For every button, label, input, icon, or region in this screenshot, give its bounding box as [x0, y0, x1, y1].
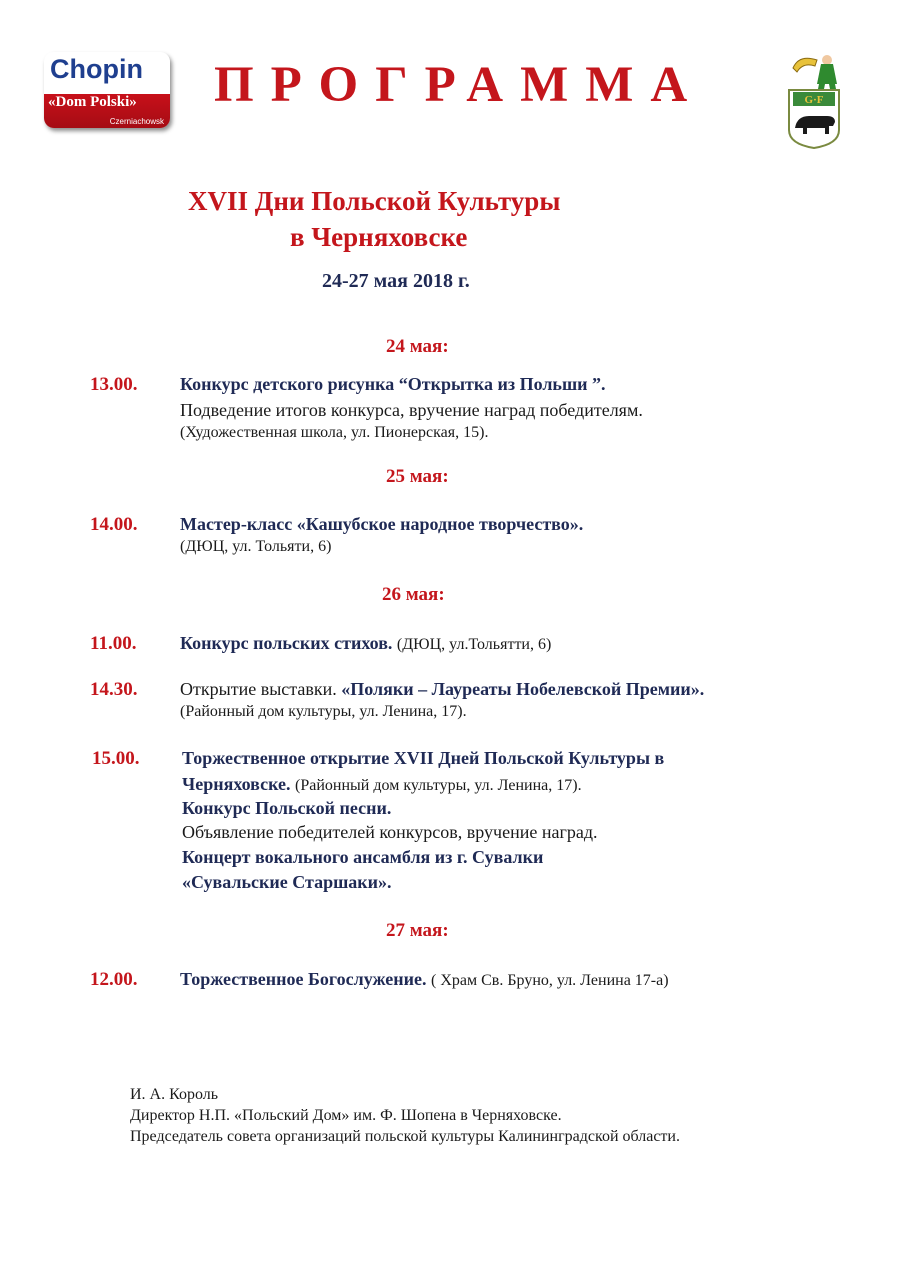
event-place: (ДЮЦ, ул.Тольятти, 6): [396, 636, 552, 653]
event-title-text: Торжественное Богослужение.: [180, 969, 427, 989]
event-place: (Районный дом культуры, ул. Ленина, 17).: [295, 777, 582, 794]
event-item-text: «Сувальские Старшаки».: [182, 872, 392, 892]
chopin-logo: [44, 52, 170, 128]
event-time: 15.00.: [92, 748, 140, 769]
event-title: [180, 679, 704, 700]
festival-dates: 24-27 мая 2018 г.: [322, 270, 470, 292]
event-item: [182, 872, 392, 893]
event-item-text: Конкурс Польской песни.: [182, 798, 392, 818]
event-title: [180, 514, 583, 535]
event-place: (ДЮЦ, ул. Тольяти, 6): [180, 538, 332, 555]
day-label: 25 мая:: [386, 466, 449, 487]
event-title: [180, 374, 606, 395]
day-label: 27 мая:: [386, 920, 449, 941]
day-label: 24 мая:: [386, 336, 449, 357]
logo-line2: «Dom Polski»: [48, 94, 137, 110]
signature-line2: Председатель совета организаций польской культуры Калининградской области.: [130, 1128, 680, 1145]
logo-line1: Chopin: [50, 54, 143, 84]
event-title-text: Конкурс детского рисунка “Открытка из Польши ”.: [180, 374, 606, 394]
event-title-text: Мастер-класс «Кашубское народное творчество».: [180, 514, 584, 534]
event-title-text: Торжественное открытие XVII Дней Польской Культуры в: [182, 748, 665, 768]
event-place: ( Храм Св. Бруно, ул. Ленина 17-а): [431, 972, 669, 989]
day-label: 26 мая:: [382, 584, 445, 605]
page-title: ПРОГРАММА: [214, 57, 705, 113]
event-time: 11.00.: [90, 633, 137, 654]
event-description: Объявление победителей конкурсов, вручение наград.: [182, 822, 598, 842]
event-description: Подведение итогов конкурса, вручение наград победителям.: [180, 400, 643, 420]
event-title-cont: [182, 774, 582, 795]
event-title: [182, 748, 664, 769]
event-time: 12.00.: [90, 969, 138, 990]
signature-name: И. А. Король: [130, 1086, 219, 1103]
event-prefix: Открытие выставки.: [180, 679, 337, 699]
event-item: [182, 847, 543, 868]
festival-title: XVII Дни Польской Культуры: [188, 186, 561, 216]
event-title-text: Конкурс польских стихов.: [180, 633, 393, 653]
arms-letters: G·F: [804, 94, 824, 106]
event-time: 14.00.: [90, 514, 138, 535]
logo-line3: Czerniachowsk: [109, 117, 164, 126]
festival-city: в Черняховске: [290, 222, 468, 252]
event-title: [180, 969, 669, 990]
event-title: [180, 633, 551, 654]
event-item: [182, 798, 391, 819]
event-title-text: «Поляки – Лауреаты Нобелевской Премии».: [341, 679, 705, 699]
coat-of-arms-icon: [783, 50, 845, 150]
signature-line1: Директор Н.П. «Польский Дом» им. Ф. Шопена в Черняховске.: [130, 1107, 562, 1124]
event-title-text: Черняховске.: [182, 774, 291, 794]
event-place: (Художественная школа, ул. Пионерская, 15).: [180, 424, 489, 441]
event-time: 14.30.: [90, 679, 138, 700]
event-time: 13.00.: [90, 374, 138, 395]
event-place: (Районный дом культуры, ул. Ленина, 17).: [180, 703, 467, 720]
event-item-text: Концерт вокального ансамбля из г. Сувалки: [182, 847, 544, 867]
